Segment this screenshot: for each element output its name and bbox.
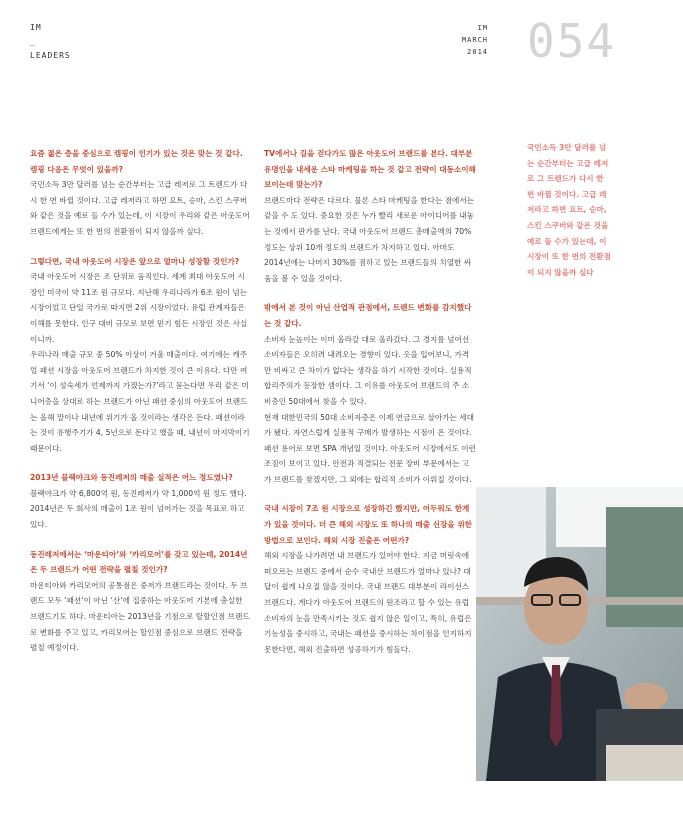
answer-text: 우리나라 매출 규모 중 50% 이상이 겨울 매출이다. 여기에는 캐주얼 패션 시장을 아웃도어 브랜드가 차지한 것이 큰 이유다. 다만 여기서 ‘이 성숙세가 언제까지 가겠는가?’라고 묻는다면 우리 같은 미니어층을 상대로 하는 브랜드가 아닌 패션 중심의 아웃도어 브랜드는 올해 말이나 내년에 위기가 올 것이라는 생각은 든다. 패션이라는 것이 유행주기가 4, 5년으로 돈다고 했을 때, 내년이 마지막이기 때문이다.	[30, 350, 250, 453]
answer-text: 현재 대한민국의 50대 소비자층은 이제 연금으로 살아가는 세대가 됐다. 자연스럽게 실용적 구매가 발생하는 시점이 온 것이다. 패션 용어로 보면 SPA 개념일 것이다. 아웃도어 시장에서도 이런 조짐이 보이고 있다. 안전과 직결되는 전문 장비 부문에서는 고가 브랜드를 찾겠지만, 그 외에는 합리적 소비가 이뤄질 것이다.	[264, 412, 476, 484]
issue-label	[440, 22, 488, 58]
interview-photo	[476, 487, 683, 781]
answer-text: 국민소득 3만 달러를 넘는 순간부터는 고급 레저로 그 트렌드가 다시 한 번 바뀔 것이다. 고급 레저라고 하면 요트, 승마, 스킨 스쿠버와 같은 것을 예로 들 수가 있는데, 이 시장이 우리와 같은 아웃도어 브랜드에게는 또 한 번의 전환점이 되지 않을까 싶다.	[30, 180, 250, 236]
question-text: 동진레저에서는 ‘마운티아’와 ‘카리모어’를 갖고 있는데, 2014년은 두 브랜드가 어떤 전략을 펼칠 것인가?	[30, 549, 248, 575]
portrait-image	[476, 487, 683, 781]
paragraph-gap	[30, 240, 250, 254]
section-label-line: _	[30, 37, 36, 46]
answer-text: 해외 시장을 나가려면 내 브랜드가 있어야 한다. 지금 머릿속에 떠오르는 브랜드 중에서 순수 국내산 브랜드가 얼마나 있나? 대답이 쉽게 나오질 않을 것이다. 국내 브랜드 대부분이 라이선스 브랜드다. 게다가 아웃도어 브랜드의 원조라고 할 수 있는 유럽 소비자의 눈을 만족시키는 것도 쉽지 않은 일이고, 특히, 유럽은 기능성을 중시하고, 국내는 패션을 중시하는 차이점을 인지하지 못한다면, 해외 진출하면 성공하기가 힘들다.	[264, 551, 472, 654]
section-label-line: IM	[30, 23, 42, 32]
answer-text: 브랜드마다 전략은 다르다. 물론 스타 마케팅을 한다는 점에서는 같을 수 도 있다. 중요한 것은 누가 빨리 새로운 아이디어를 내놓는 것에서 판가름 난다. 국내 아웃도어 브랜드 총매출액의 70% 정도는 상위 10개 정도의 브랜드가 차지하고 있다. 아마도 2014년에는 나머지 30%를 점하고 있는 브랜드들의 치열한 싸움을 볼 수 있을 것이다.	[264, 195, 475, 283]
question-text: 밖에서 본 것이 아닌 산업적 관점에서, 트렌드 변화를 감지했다는 것 같다.	[264, 303, 472, 328]
question-text: 요즘 젊은 층을 중심으로 캠핑이 인기가 있는 것은 맞는 것 같다. 캠핑 다음은 무엇이 있을까?	[30, 149, 243, 174]
text-column-1	[30, 146, 250, 656]
answer-text: 소비자 눈높이는 이미 올라갈 대로 올라갔다. 그 경지를 넘어선 소비자들은 오히려 내려오는 경향이 있다. 옷을 입어보니, 가격만 비싸고 큰 차이가 없다는 생각을 하기 시작한 것이다. 실용적 합리주의가 등장한 셈이다. 그 이유를 아웃도어 브랜드의 주 소비층인 50대에서 찾을 수 있다.	[264, 334, 472, 406]
answer-text: 국내 아웃도어 시장은 조 단위로 움직인다. 세계 최대 아웃도어 시장인 미국이 약 11조 원 규모다. 지난해 우리나라가 6조 원이 넘는 시장이었고 단일 국가로 따지면 2위 시장이었다. 유럽 관계자들은 이해를 못한다. 인구 대비 규모로 보면 믿기 힘든 시장인 것은 사실이니까.	[30, 272, 248, 344]
answer-text: 블랙야크가 약 6,800억 원, 동진레저가 약 1,000억 원 정도 했다. 2014년은 두 회사의 매출이 1조 원이 넘어가는 것을 목표로 하고 있다.	[30, 488, 247, 530]
issue-label-line: 2014	[467, 48, 488, 56]
pull-quote: 국민소득 3만 달러를 넘는 순간부터는 고급 레저로 그 트렌드가 다시 한 번 바뀔 것이다. 고급 레저라고 하면 요트, 승마, 스킨 스쿠버와 같은 것을 예로 들 수가 있는데, 이 시장이 또 한 번의 전환점이 되지 않을까 싶다	[527, 143, 611, 277]
question-text: 2013년 블랙야크와 동진레저의 매출 실적은 어느 정도였나?	[30, 473, 233, 483]
text-column-2	[264, 146, 476, 657]
section-label-line: LEADERS	[30, 51, 71, 60]
section-label	[30, 22, 71, 64]
paragraph-gap	[264, 487, 476, 501]
question-text: 그렇다면, 국내 아웃도어 시장은 앞으로 얼마나 성장할 것인가?	[30, 256, 240, 266]
paragraph-gap	[30, 456, 250, 470]
paragraph-gap	[264, 286, 476, 300]
issue-label-line: MARCH	[461, 36, 488, 44]
page-number: 054	[527, 14, 617, 68]
answer-text: 마운티아와 카리모어의 공통점은 중저가 브랜드라는 것이다. 두 브랜드 모두 ‘패션’이 아닌 ‘산’에 집중하는 아웃도어 기본에 충실한 브랜드기도 하다. 마운티아는 2013년을 기점으로 탈할인점 브랜드로 변화를 주고 있고, 카리모어는 할인점 중심으로 브랜드 전략을 펼칠 예정이다.	[30, 580, 250, 653]
question-text: 국내 시장이 7조 원 시장으로 성장하긴 했지만, 어두워도 한계가 있을 것이다. 더 큰 해외 시장도 또 하나의 매출 신장을 위한 방법으로 보인다. 해외 시장 진출은 어떤가?	[264, 504, 473, 545]
paragraph-gap	[30, 533, 250, 547]
issue-label-line: IM	[477, 24, 488, 32]
question-text: TV에서나 길을 걷다가도 많은 아웃도어 브랜드를 본다. 대부분 유명인을 내세운 스타 마케팅을 하는 것 같고 전략이 대동소이해 보이는데 맞는가?	[264, 149, 476, 190]
